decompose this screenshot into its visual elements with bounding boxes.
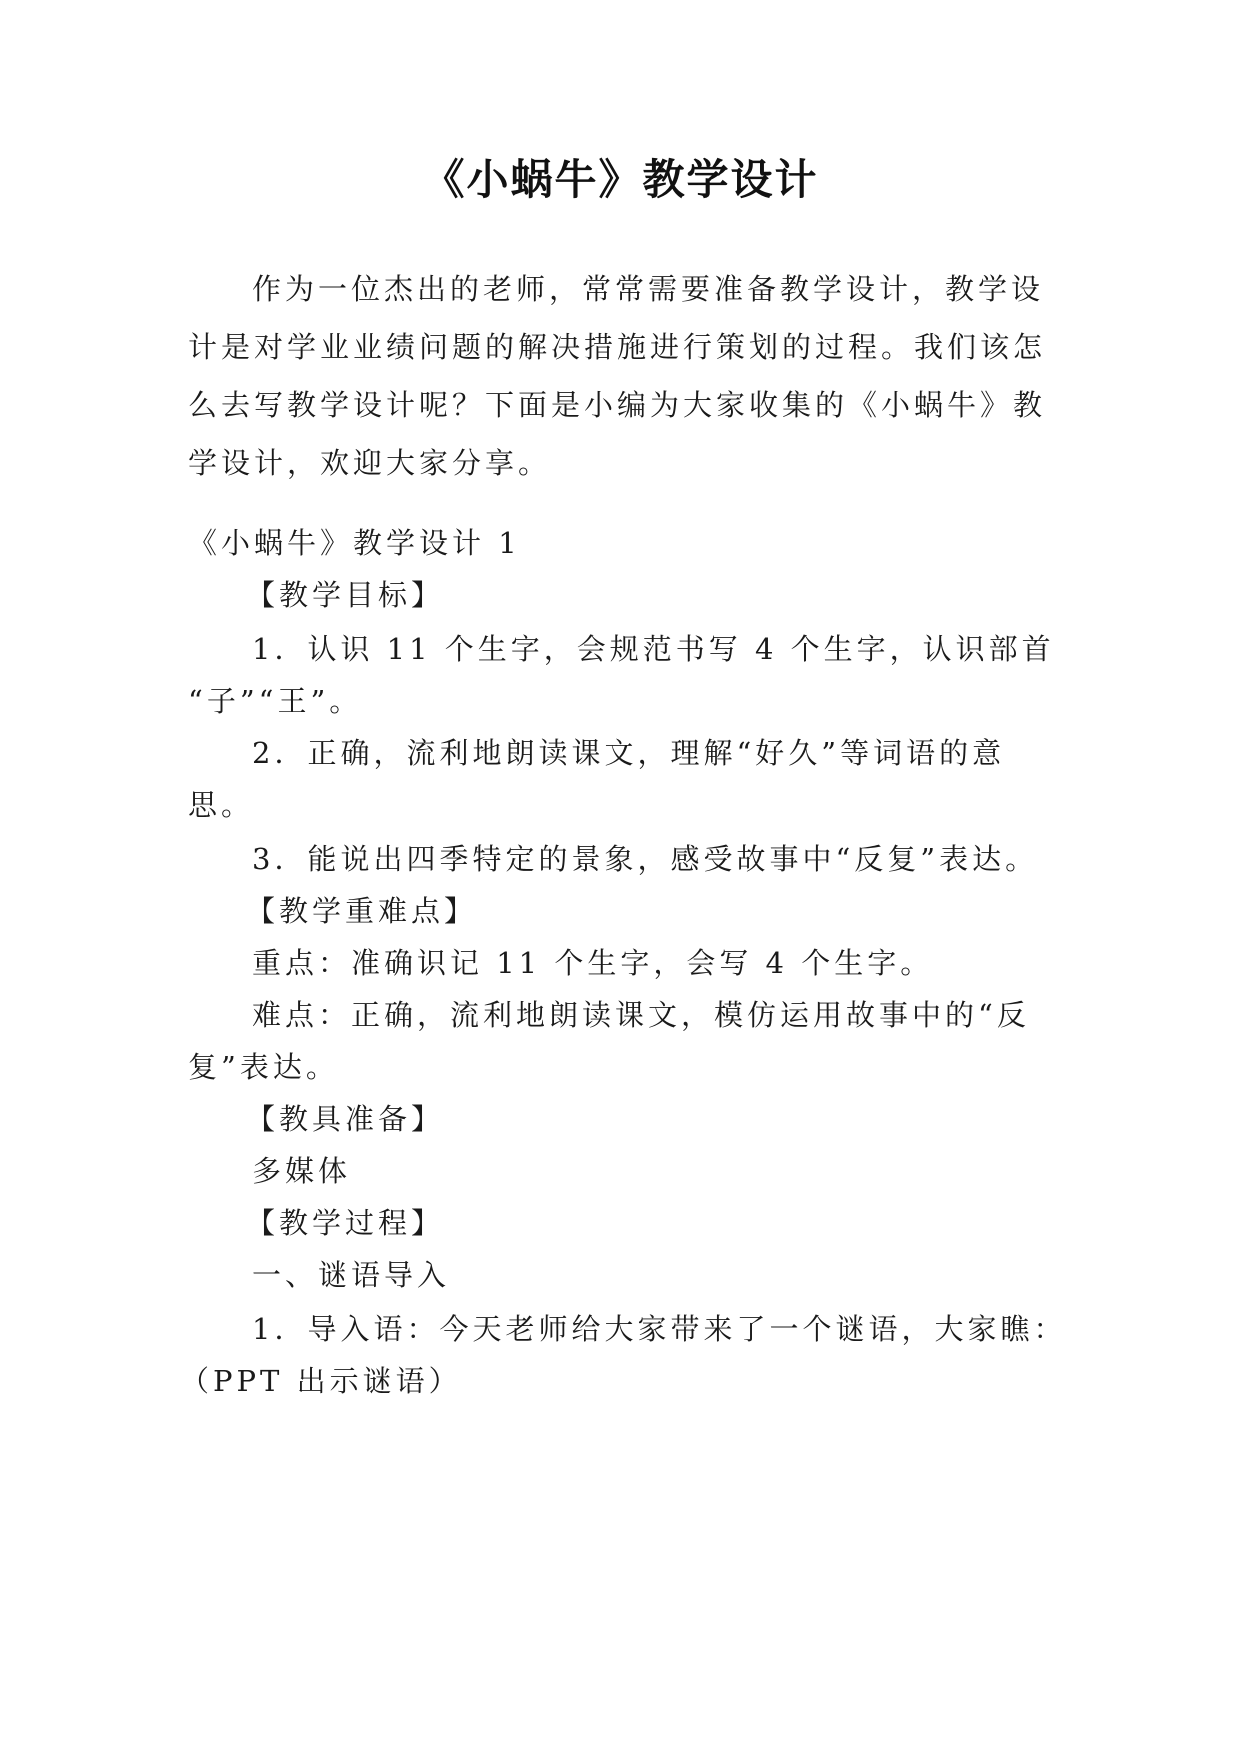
key-point: 重点：准确识记 11 个生字，会写 4 个生字。: [252, 946, 934, 980]
step-1-item-line-1: 1．导入语：今天老师给大家带来了一个谜语，大家瞧：: [252, 1312, 1067, 1346]
goal-1-line-1: 1．认识 11 个生字，会规范书写 4 个生字，认识部首: [252, 632, 1055, 666]
goal-2-line-2: 思。: [188, 788, 255, 822]
goals-heading: 【教学目标】: [246, 578, 445, 612]
step-1-heading: 一、谜语导入: [252, 1258, 451, 1292]
difficulty-line-1: 难点：正确，流利地朗读课文，模仿运用故事中的“反: [252, 998, 1030, 1032]
tools-text: 多媒体: [252, 1154, 352, 1188]
goal-3: 3．能说出四季特定的景象，感受故事中“反复”表达。: [252, 842, 1039, 876]
step-1-item-line-2: （PPT 出示谜语）: [180, 1364, 462, 1398]
difficulty-line-2: 复”表达。: [188, 1050, 339, 1084]
goal-1-line-2: “子”“王”。: [188, 684, 363, 718]
document-title: 《小蜗牛》教学设计: [422, 155, 819, 204]
process-heading: 【教学过程】: [246, 1206, 445, 1240]
goal-2-line-1: 2．正确，流利地朗读课文，理解“好久”等词语的意: [252, 736, 1006, 770]
keypoints-heading: 【教学重难点】: [246, 894, 478, 928]
tools-heading: 【教具准备】: [246, 1102, 445, 1136]
intro-paragraph: 作为一位杰出的老师，常常需要准备教学设计，教学设计是对学业业绩问题的解决措施进行策划的过程。我们该怎么去写教学设计呢？下面是小编为大家收集的《小蜗牛》教学设计，欢迎大家分享。: [188, 272, 1047, 480]
section-title: 《小蜗牛》教学设计 1: [188, 526, 521, 560]
